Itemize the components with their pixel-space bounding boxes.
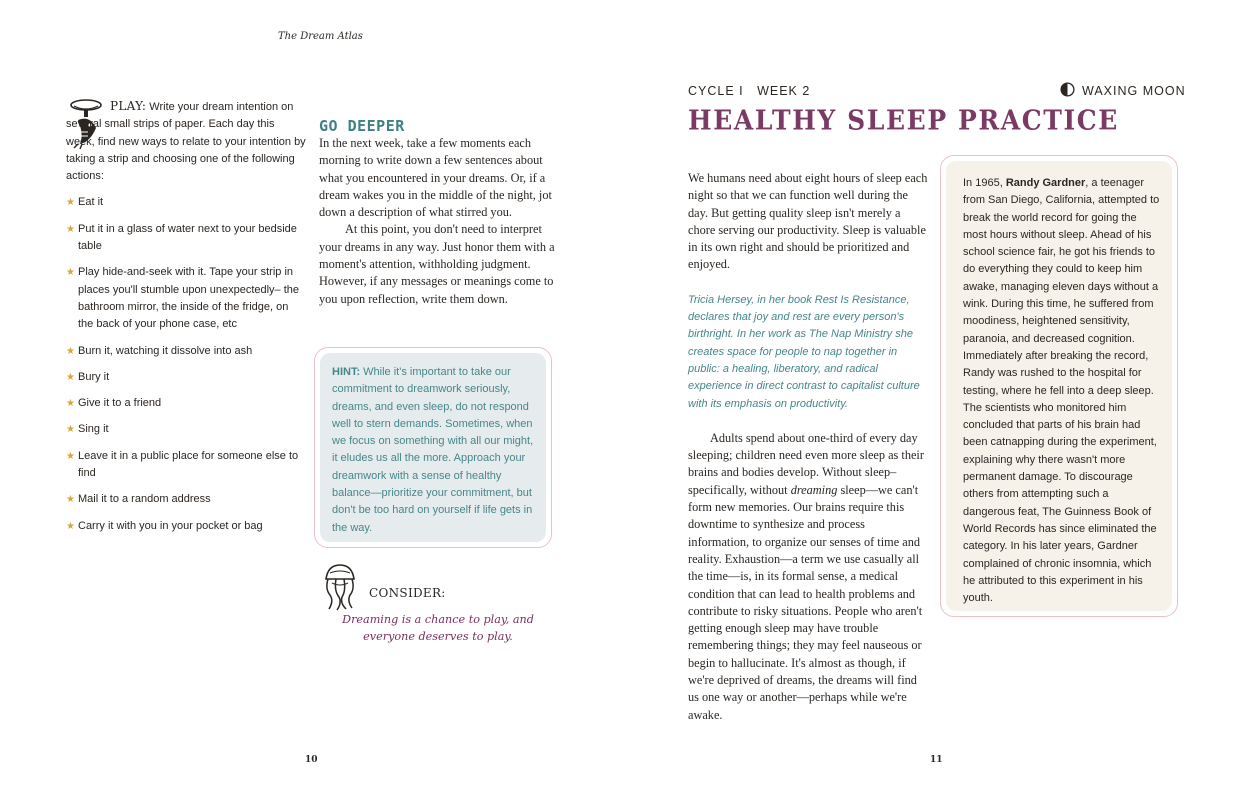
star-bullet-icon: ★ (66, 267, 75, 279)
star-bullet-icon: ★ (66, 424, 75, 436)
cycle-label: CYCLE I (688, 84, 744, 98)
star-bullet-icon: ★ (66, 223, 75, 235)
consider-quote: Dreaming is a chance to play, and everyone deserves to play. (342, 613, 534, 644)
star-bullet-icon: ★ (66, 371, 75, 383)
sidebar-name: Randy Gardner (1005, 177, 1086, 189)
star-bullet-icon: ★ (66, 197, 75, 209)
hint-box (314, 347, 552, 548)
list-item: ★ Play hide-and-seek with it. Tape your strip in places you'll stumble upon unexpectedly– the bathroom mirror, the inside of the fridge, on the back of your phone case, etc (66, 266, 300, 331)
go-deeper-heading: GO DEEPER (319, 117, 405, 135)
pull-quote: Tricia Hersey, in her book Rest Is Resistance, declares that joy and rest are every person's birthright. In her work as The Nap Ministry she creates space for people to nap together in public: a healing, liberatory, and radical experience in direct contrast to capitalist culture with its emphasis on productivity. (688, 293, 920, 410)
moon-phase-label: WAXING MOON (1082, 84, 1186, 98)
list-item: ★ Burn it, watching it dissolve into ash (66, 343, 306, 360)
star-bullet-icon: ★ (66, 520, 75, 532)
list-item: ★ Leave it in a public place for someone else to find (66, 449, 299, 480)
star-bullet-icon: ★ (66, 450, 75, 462)
hint-content (320, 353, 546, 542)
go-deeper-paragraph-2: At this point, you don't need to interpret your dreams in any way. Just honor them with a moment's attention, withholding judgment. However, if any messages or meanings come to you upon reflection, write them down. (319, 222, 555, 306)
sidebar-box (940, 155, 1178, 617)
play-intro-text: Write your dream intention on several small strips of paper. Each day this week, find new ways to relate to your intention by taking a strip and choosing one of the following actions: (66, 101, 306, 183)
main-body (688, 170, 928, 724)
star-bullet-icon: ★ (66, 398, 75, 410)
right-page (622, 0, 1244, 800)
emphasis-dreaming: dreaming (790, 482, 838, 497)
play-heading: PLAY: (110, 99, 147, 113)
go-deeper-body (319, 135, 557, 308)
page-number-left: 10 (305, 755, 318, 765)
body-paragraph-2: Adults spend about one-third of every day sleeping; children need even more sleep as their brains and bodies develop. Without sleep–specifically, without dreaming sleep—we can't form new memories. Our brains require this downtime to synthesize and process information, to organize our senses of time and reality. Exhaustion—a term we use casually all the time—is, in its formal sense, a medical condition that can lead to health problems and contribute to risky situations. People who aren't getting enough sleep may have trouble remembering things; they may feel nauseous or begin to hallucinate. It's almost as though, if we're deprived of dreams, the dreams will find us one way or another—perhaps while we're awake. (688, 430, 924, 722)
list-item: ★ Eat it (66, 194, 306, 211)
hint-label: HINT: (332, 366, 361, 378)
body-paragraph-1: We humans need about eight hours of sleep each night so that we can function well during the day. But getting quality sleep isn't merely a chore serving our productivity. Sleep is valuable in its own right and should be prioritized and enjoyed. (688, 171, 928, 272)
jellyfish-icon (320, 563, 360, 611)
go-deeper-paragraph-1: In the next week, take a few moments each morning to write down a few sentences about what you encountered in your dreams. Or, if a dream wakes you in the middle of the night, jot down a description of what stirred you. (319, 136, 552, 220)
list-item: ★ Give it to a friend (66, 395, 306, 412)
page-title: HEALTHY SLEEP PRACTICE (688, 104, 1119, 136)
list-item: ★ Carry it with you in your pocket or bag (66, 518, 306, 535)
page-number-right: 11 (930, 755, 943, 765)
sidebar-content: In 1965, Randy Gardner, a teenager from San Diego, California, attempted to break the world record for going the most hours without sleep. Ahead of his school science fair, he got his friends to do everything they could to keep him awake, managing eleven days without a wink. During this time, he suffered from moodiness, heightened sensitivity, paranoia, and decreased cognition. Immediately after breaking the record, Randy was rushed to the hospital for testing, where he fell into a deep sleep. The scientists who monitored him concluded that parts of his brain had been catnapping during the experiment, explaining why there wasn't more permanent damage. To discourage others from attempting such a dangerous feat, The Guinness Book of World Records has since eliminated the category. In his later years, Gardner complained of chronic insomnia, which he attributed to this experiment in his youth. (946, 161, 1172, 611)
list-item: ★ Put it in a glass of water next to your bedside table (66, 222, 297, 253)
week-label: WEEK 2 (757, 84, 811, 98)
list-item: ★ Mail it to a random address (66, 491, 306, 508)
half-moon-icon (1060, 82, 1075, 97)
star-bullet-icon: ★ (66, 345, 75, 357)
hint-text: While it's important to take our commitment to dreamwork seriously, dreams, and even sleep, do not respond well to stern demands. Sometimes, when we focus on something with all our might, it eludes us all the more. Approach your dreamwork with a sense of healthy balance—prioritize your commitment, but don't be too hard on yourself if life gets in the way. (332, 366, 534, 534)
play-section (66, 98, 306, 544)
action-list (66, 194, 306, 534)
cycle-week-label (688, 84, 810, 98)
play-intro (66, 98, 306, 185)
running-head: The Dream Atlas (278, 31, 363, 42)
consider-heading: CONSIDER: (369, 586, 446, 600)
star-bullet-icon: ★ (66, 494, 75, 506)
list-item: ★ Bury it (66, 369, 306, 386)
list-item: ★ Sing it (66, 421, 306, 438)
